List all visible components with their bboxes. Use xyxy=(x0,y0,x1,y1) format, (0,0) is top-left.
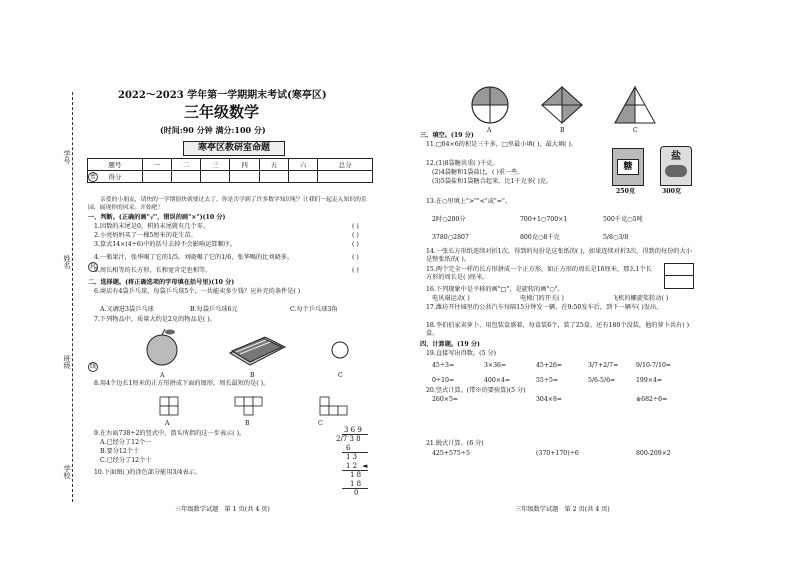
compare-2: 700+1○700×1 xyxy=(520,216,568,223)
fig-label-c: C xyxy=(633,127,638,134)
score-cell[interactable] xyxy=(230,171,259,183)
vertical-calc-2: 304×8= xyxy=(536,396,563,403)
name-label: 姓名 xyxy=(63,255,71,269)
fig-label-b: B xyxy=(560,127,565,134)
fill-q17: 17.潍坊开往城里的公共汽车每隔15分钟发一辆，在9:50发车后，到下一辆车( )发出。 xyxy=(426,304,663,311)
compare-6: 5/8○3/8 xyxy=(603,234,629,241)
q9-option-a: A.已经分了12个一 xyxy=(100,439,152,446)
calc-item: 3×36= xyxy=(484,362,507,369)
choice-q6: 6.商店有4袋乒乓球，每袋乒乓球5个，一共能卖多少钱？应补充的条件是( ) xyxy=(94,288,301,295)
score-header-cell: 五 xyxy=(259,159,288,171)
q9-option-c: C.已经分了12个十 xyxy=(100,457,152,464)
section-3-heading: 三、填空。(19 分) xyxy=(420,132,474,139)
judge-q2: 2.小亮妈妈买了一棵5厘米的花生苗。 xyxy=(94,232,197,239)
q8-label-a: A xyxy=(165,420,170,427)
answer-paren[interactable]: ( ) xyxy=(352,241,359,248)
sugar-label: 糖 xyxy=(617,159,639,175)
vertical-calc-3: ※682÷6= xyxy=(636,396,668,403)
intro-text: 亲爱的小朋友，请快的一学期很快就要过去了，你是否学到了许多数学知识呢？让我们一起走入知识的乐园，展现你的风采。开始吧！ xyxy=(88,197,367,211)
rectangles-figure xyxy=(664,263,694,289)
division-step: 1 8 xyxy=(350,480,362,488)
answer-paren[interactable]: ( ) xyxy=(352,232,359,239)
fill-q18: 18.李伯伯家卖萝卜，用包装盒盛着，每盒装6个，装了25盒，还有180个没装，他的萝卜共有( )盒。 xyxy=(426,322,690,337)
sugar-bag-icon xyxy=(612,148,644,186)
mixed-calc-2: (370+170)÷6 xyxy=(536,450,579,457)
judge-q3: 3.算式14×(4÷6)中的括号去掉不会影响运算顺序。 xyxy=(94,241,237,248)
division-step: 1 2 xyxy=(346,462,358,470)
score-cell[interactable] xyxy=(288,171,317,183)
fig-label-a: A xyxy=(487,127,492,134)
q9-option-b: B.要分12个十 xyxy=(100,448,140,455)
answer-paren[interactable]: ( ) xyxy=(352,223,359,230)
answer-paren[interactable]: ( ) xyxy=(352,254,359,261)
choice-q10: 10.下面图( )的涂色部分能用3/4表示。 xyxy=(94,469,202,476)
calc-q21: 21.脱式计算。(6 分) xyxy=(426,440,484,447)
page-footer-1: 三年级数学试题 第 1 页(共 4 页) xyxy=(175,506,270,513)
q7-pictures xyxy=(140,325,360,373)
score-header-cell: 三 xyxy=(201,159,230,171)
score-cell[interactable] xyxy=(171,171,200,183)
score-header-cell: 二 xyxy=(171,159,200,171)
mixed-calc-3: 800-209×2 xyxy=(636,450,671,457)
bead-icon xyxy=(332,342,348,358)
division-remainder: 0 xyxy=(354,489,359,497)
answer-paren[interactable]: ( ) xyxy=(352,267,359,274)
fill-q12c: (3)5袋盐和1袋糖合起来，比1千克多( )克。 xyxy=(432,178,553,185)
banner: 寒亭区教研室命题 xyxy=(183,141,285,156)
q16-item-3: 飞机的螺旋桨转动( ) xyxy=(612,295,669,302)
figure-a-circle-icon xyxy=(472,87,508,123)
q8-label-b: B xyxy=(245,420,250,427)
q16-item-2: 电梯门的开关( ) xyxy=(520,295,564,302)
calc-item: 45+26= xyxy=(536,362,563,369)
compare-1: 2时○200分 xyxy=(432,216,466,223)
section-4-heading: 四、计算题。(19 分) xyxy=(420,341,480,348)
score-header-cell: 总分 xyxy=(318,159,373,171)
vertical-calc-1: 260×5= xyxy=(432,396,459,403)
q16-item-1: 电风扇运动( ) xyxy=(432,295,470,302)
score-cell[interactable] xyxy=(318,171,373,183)
score-row-label: 得分 xyxy=(88,171,143,183)
fill-q12b: (2)4袋糖和1袋盐比，( )重一些。 xyxy=(432,169,524,176)
fill-q11: 11.□04×6的积是三千多，□里最小填( )，最大填( )。 xyxy=(426,141,578,148)
calc-item: 400×4= xyxy=(484,377,511,384)
section-1-heading: 一、判断。(正确的画"√"，错误的画"×")(10 分) xyxy=(88,214,226,221)
binding-dashed-line xyxy=(72,92,73,502)
fill-q13: 13.在○里填上">""<"或"="。 xyxy=(426,198,511,205)
calc-item: 5/6-5/6= xyxy=(588,377,616,384)
judge-q5: 5.周长相等的长方形，长和宽肯定也相等。 xyxy=(94,267,212,274)
calc-item: 55÷5= xyxy=(536,377,559,384)
score-table xyxy=(87,158,373,183)
calc-item: 3/7+2/7= xyxy=(588,362,619,369)
pencil-box-icon xyxy=(230,337,285,365)
mixed-calc-1: 425+575÷5 xyxy=(432,450,470,457)
score-header-cell: 一 xyxy=(142,159,171,171)
arrow-left-icon: ◄ xyxy=(362,462,368,470)
seal-mark-2: 封 xyxy=(89,263,96,270)
figure-b-diamond-icon xyxy=(542,87,582,123)
score-cell[interactable] xyxy=(259,171,288,183)
calc-q19: 19.直接写出得数。(5 分) xyxy=(426,350,497,357)
salt-weight: 300克 xyxy=(662,188,682,195)
calc-q20: 20.竖式计算。(带※的要验算)(5 分) xyxy=(426,387,526,394)
calc-item: 45÷3= xyxy=(432,362,455,369)
q7-label-c: C xyxy=(338,372,343,379)
student-id-label: 学号 xyxy=(63,150,71,164)
division-step: 1 8 xyxy=(350,471,362,479)
judge-q4: 4.一瓶果汁，张华喝了它的1/5，刘晓喝了它的1/6，张华喝的比刘晓多。 xyxy=(94,254,294,261)
q7-label-a: A xyxy=(160,372,165,379)
sugar-weight: 250克 xyxy=(616,188,636,195)
class-label: 班级 xyxy=(63,355,71,369)
score-cell[interactable] xyxy=(142,171,171,183)
shape-a-square-icon xyxy=(160,397,178,415)
q6-option-a: A.又调进3袋乒乓球 xyxy=(100,306,154,313)
q6-option-c: C.每个乒乓球3角 xyxy=(290,306,338,313)
choice-q9: 9.在右面738÷2的竖式中，箭头所指的这一步表示( )。 xyxy=(94,430,246,437)
fill-q14: 14.一张长方形纸连续对折1次，得到的每份是这张纸的( )，如果连续对折3次，得到的每份的大小是整张纸的( )。 xyxy=(426,248,692,263)
compare-5: 800克○8千克 xyxy=(520,234,560,241)
score-header-cell: 题号 xyxy=(88,159,143,171)
salt-bag-icon xyxy=(660,146,692,186)
score-header-cell: 四 xyxy=(230,159,259,171)
score-cell[interactable] xyxy=(201,171,230,183)
page-footer-2: 三年级数学试题 第 2 页(共 4 页) xyxy=(515,506,610,513)
section-2-heading: 二、选择题。(将正确选项的字母填在括号里)(10 分) xyxy=(88,279,235,286)
division-quotient: 3 6 9 xyxy=(344,426,362,434)
salt-label: 盐 xyxy=(671,151,681,162)
apple-icon xyxy=(147,329,177,365)
q7-label-b: B xyxy=(250,372,255,379)
choice-q8: 8.用4个边长1厘米的正方形拼成下面的图形，周长最短的是( )。 xyxy=(94,380,270,387)
compare-3: 500千克○5吨 xyxy=(603,216,643,223)
division-step: 1 3 xyxy=(346,453,358,461)
fish-icon xyxy=(665,165,687,177)
seal-mark-3: 线 xyxy=(89,363,96,370)
calc-item: 0÷10= xyxy=(432,377,455,384)
q6-option-b: B.每袋乒乓球6元 xyxy=(190,306,238,313)
figure-c-triangle-icon xyxy=(615,87,655,123)
q8-shapes xyxy=(140,392,360,422)
seal-mark-1: 密 xyxy=(89,173,96,180)
q8-label-c: C xyxy=(318,420,323,427)
division-dividend: 2/7 3 8 xyxy=(336,435,361,443)
fill-q15: 15.两个完全一样的长方形拼成一个正方形，如正方形的周长是16厘米，那么1个长方形的周长是( )厘米。 xyxy=(426,266,652,281)
calc-item: 199×4≈ xyxy=(636,377,663,384)
school-label: 学校 xyxy=(63,465,71,479)
time-info: (时间:90 分钟 满分:100 分) xyxy=(160,125,266,135)
choice-q7: 7.下列物品中，质量大约是2克的物品是( )。 xyxy=(94,316,216,323)
fill-q16: 16.下列现象中是平移的画"□"，是旋转的画"○"。 xyxy=(426,286,564,293)
fill-q12a: 12.(1)8袋糖共重( )千克。 xyxy=(426,160,499,167)
calc-item: 9/10-7/10= xyxy=(636,362,672,369)
compare-4: 3780○2807 xyxy=(432,234,469,241)
shape-b-t-icon xyxy=(235,397,262,415)
division-step: 6 xyxy=(346,444,351,452)
exam-title: 2022～2023 学年第一学期期末考试(寒亭区) xyxy=(118,90,327,101)
shape-c-l-icon xyxy=(320,397,347,415)
judge-q1: 1.因数的末尾是0，积的末尾就有几个零。 xyxy=(94,223,210,230)
q10-figures xyxy=(465,85,665,130)
subject-title: 三年级数学 xyxy=(184,103,260,121)
score-header-cell: 六 xyxy=(288,159,317,171)
